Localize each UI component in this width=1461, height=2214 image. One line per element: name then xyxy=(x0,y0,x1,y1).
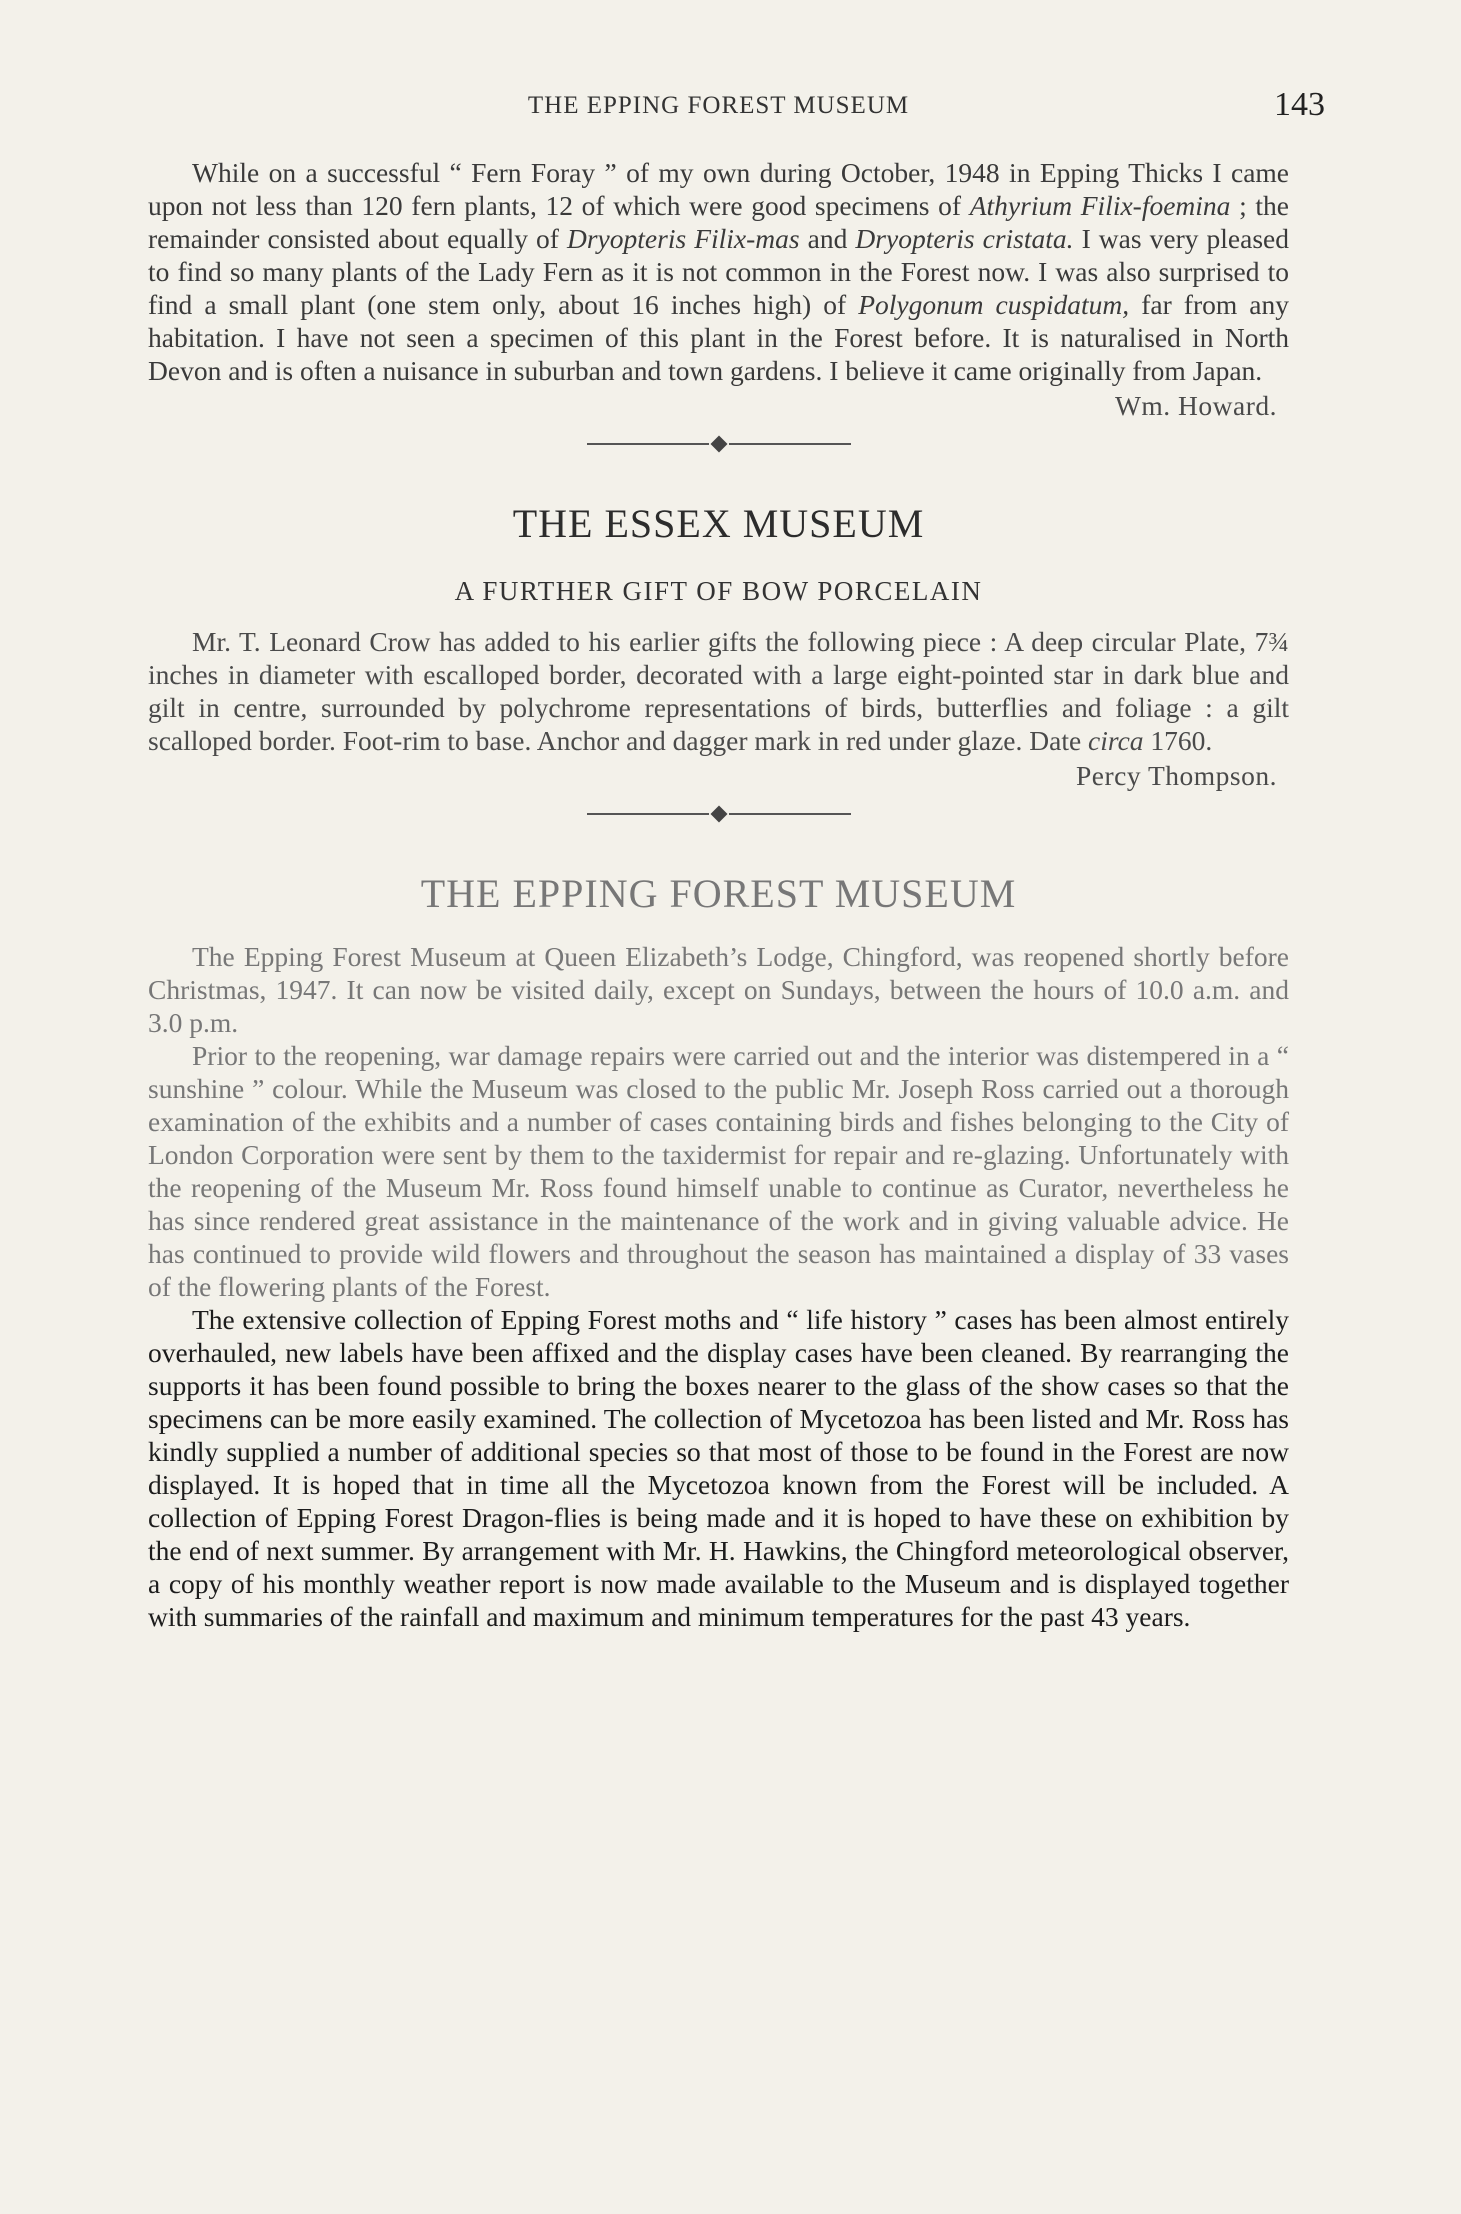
section-divider xyxy=(148,438,1289,450)
porcelain-paragraph xyxy=(148,625,1289,757)
section-subtitle: A FURTHER GIFT OF BOW PORCELAIN xyxy=(454,576,983,606)
species-name: Athyrium Filix-foemina xyxy=(969,190,1231,221)
text-run: While on a successful “ Fern Foray ” of my own during October, 1948 in Epping Thicks I came upon not less than 120 fern plants, 12 of which were good specimens of xyxy=(148,157,1289,221)
italic-word: circa xyxy=(1088,725,1144,756)
collections-paragraph: The extensive collection of Epping Forest moths and “ life history ” cases has been almost entirely overhauled, new labels have been affixed and the display cases have been cleaned. By rearranging the supports it has been found possible to bring the boxes nearer to the glass of the show cases so that the specimens can be more easily examined. The collection of Mycetozoa has been listed and Mr. Ross has kindly supplied a number of additional species so that most of those to be found in the Forest are now displayed. It is hoped that in time all the Mycetozoa known from the Forest will be included. A collection of Epping Forest Dragon-flies is being made and it is hoped to have these on exhibition by the end of next summer. By arrangement with Mr. H. Hawkins, the Chingford meteorological observer, a copy of his monthly weather report is now made available to the Museum and is displayed together with summaries of the rainfall and maximum and minimum temperatures for the past 43 years. xyxy=(148,1304,1289,1632)
fern-foray-note xyxy=(148,156,1289,422)
text-run: Mr. T. Leonard Crow has added to his earlier gifts the following piece : A deep circular Plate, 7¾ inches in diameter with escalloped border, decorated with a large eight-pointed star in dark blue and gilt in centre, surrounded by polychrome representations of birds, butterflies and foliage : a gilt scalloped border. Foot-rim to base. Anchor and dagger mark in red under glaze. Date xyxy=(148,626,1289,756)
section-title: THE ESSEX MUSEUM xyxy=(512,501,925,546)
text-run: 1760. xyxy=(1143,725,1213,756)
repairs-paragraph: Prior to the reopening, war damage repairs were carried out and the interior was distempered in a “ sunshine ” colour. While the Museum was closed to the public Mr. Joseph Ross carried out a thorough examination of the exhibits and a number of cases containing birds and fishes belonging to the City of London Corporation were sent by them to the taxidermist for repair and re-glazing. Unfortunately with the reopening of the Museum Mr. Ross found himself unable to continue as Curator, nevertheless he has since rendered great assistance in the maintenance of the work and in giving valuable advice. He has continued to provide wild flowers and throughout the season has maintained a display of 33 vases of the flowering plants of the Forest. xyxy=(148,1040,1289,1302)
divider-line xyxy=(587,443,709,445)
diamond-ornament-icon xyxy=(710,436,727,453)
running-header xyxy=(148,86,1325,128)
text-run: far from any habitation. I have not seen a specimen of this plant in the Forest before. It is naturalised in North Devon and is often a nuisance in suburban and town gardens. I believe it came originally from Japan. xyxy=(148,289,1289,386)
fern-foray-paragraph xyxy=(148,156,1289,387)
species-name: Dryopteris cristata. xyxy=(855,223,1074,254)
text-run: I was very pleased to find so many plants of the Lady Fern as it is not common in the Forest now. I was also surprised to find a small plant (one stem only, about 16 inches high) of xyxy=(148,223,1289,320)
species-name: Dryopteris Filix-mas xyxy=(567,223,800,254)
essex-museum-section xyxy=(148,500,1289,792)
reopening-paragraph: The Epping Forest Museum at Queen Elizabeth’s Lodge, Chingford, was reopened shortly before Christmas, 1947. It can now be visited daily, except on Sundays, between the hours of 10.0 a.m. and 3.0 p.m. xyxy=(148,941,1289,1038)
divider-line xyxy=(729,443,851,445)
author-signature: Wm. Howard. xyxy=(1114,390,1277,421)
divider-line xyxy=(729,813,851,815)
species-name: Polygonum cuspidatum, xyxy=(858,289,1130,320)
author-signature: Percy Thompson. xyxy=(1075,760,1277,791)
page-number: 143 xyxy=(1274,86,1325,123)
text-run: and xyxy=(799,223,856,254)
divider-line xyxy=(587,813,709,815)
running-title: THE EPPING FOREST MUSEUM xyxy=(527,92,910,119)
text-run: ; the remainder consisted about equally of xyxy=(148,190,1289,254)
diamond-ornament-icon xyxy=(710,806,727,823)
section-title: THE EPPING FOREST MUSEUM xyxy=(420,871,1017,916)
epping-forest-museum-section xyxy=(148,870,1289,1633)
section-divider xyxy=(148,808,1289,820)
